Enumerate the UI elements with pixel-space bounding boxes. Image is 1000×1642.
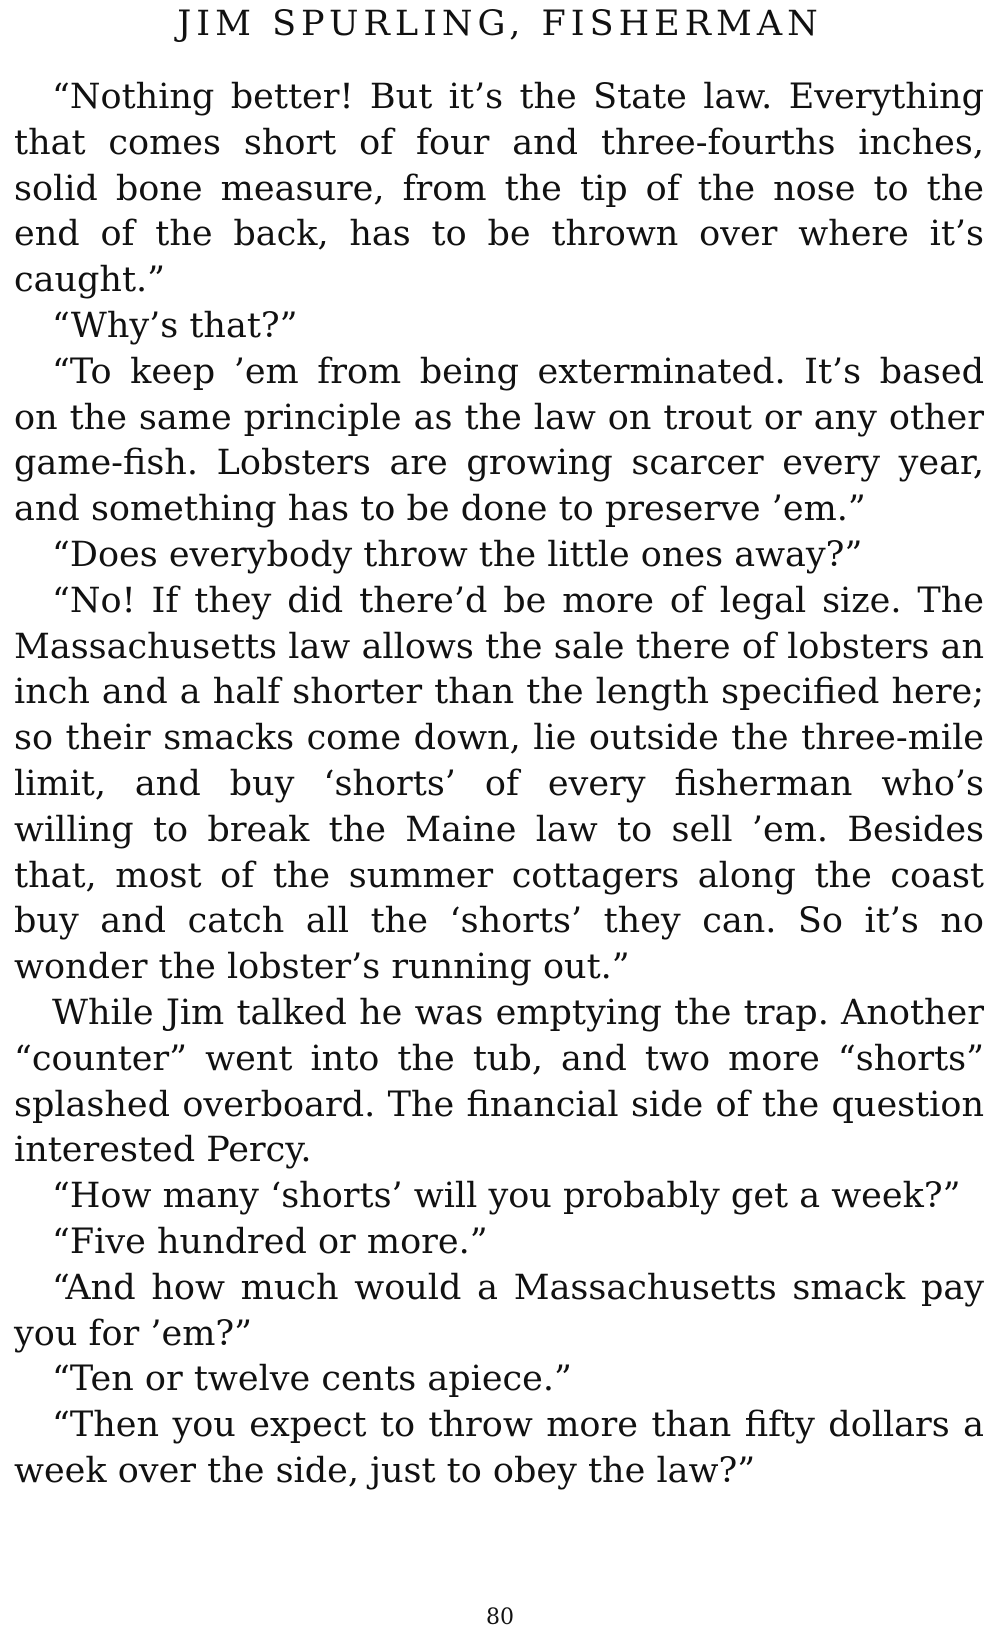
paragraph: “To keep ’em from being exterminated. It’s based on the same principle as the law on trout or any other game-fish. Lobsters are growing scarcer every year, and something has to be done to preserve ’em.” [14, 351, 984, 530]
paragraph: “Does everybody throw the little ones away?” [52, 534, 863, 575]
paragraph: While Jim talked he was emptying the trap. Another “counter” went into the tub, and two more “shorts” splashed overboard. The financial side of the question interested Percy. [14, 992, 984, 1171]
running-head: JIM SPURLING, FISHERMAN [177, 4, 823, 44]
paragraph: “No! If they did there’d be more of legal size. The Massachusetts law allows the sale there of lobsters an inch and a half shorter than the length specified here; so their smacks come down, lie outside the three-mile limit, and buy ‘shorts’ of every fisherman who’s willing to break the Maine law to sell ’em. Besides that, most of the summer cottagers along the coast buy and catch all the ‘shorts’ they can. So it’s no wonder the lobster’s running out.” [14, 580, 984, 988]
paragraph: “And how much would a Massachusetts smack pay you for ’em?” [14, 1267, 984, 1354]
paragraph: “Nothing better! But it’s the State law. Everything that comes short of four and three-fourths inches, solid bone measure, from the tip of the nose to the end of the back, has to be thrown over where it’s caught.” [14, 77, 984, 301]
paragraph: “Then you expect to throw more than fifty dollars a week over the side, just to obey the law?” [14, 1405, 984, 1491]
page-number: 80 [486, 1605, 514, 1630]
paragraph: “Why’s that?” [52, 305, 298, 346]
paragraph: “How many ‘shorts’ will you probably get a week?” [52, 1176, 961, 1217]
paragraph: “Five hundred or more.” [52, 1221, 488, 1262]
body-text [14, 75, 984, 1495]
paragraph: “Ten or twelve cents apiece.” [52, 1359, 572, 1400]
